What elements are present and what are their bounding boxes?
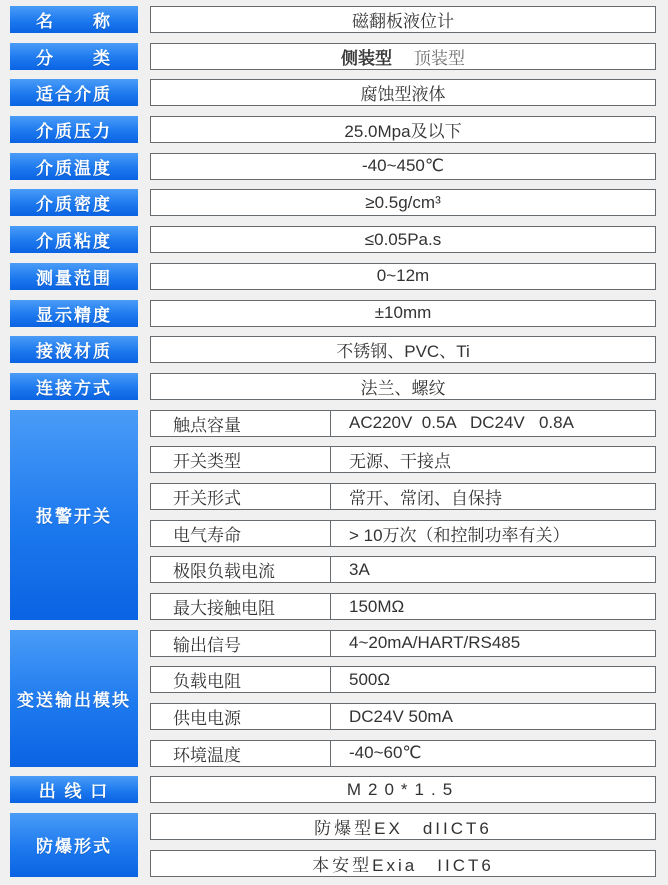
row-value-medium-pressure: 25.0Mpa及以下: [150, 116, 656, 143]
row-value-measuring-range: 0~12m: [150, 263, 656, 290]
subrow-label-switch-form: 开关形式: [151, 484, 331, 509]
subrow-label-load-resistance: 负载电阻: [151, 667, 331, 692]
spec-row-medium-temperature: [10, 153, 656, 180]
row-label-cable-outlet: 出 线 口: [10, 776, 138, 803]
transmitter-output-rows: [150, 630, 656, 767]
spec-row-cable-outlet: [10, 776, 656, 803]
alarm-switch-group: [10, 410, 656, 620]
spec-row-wetted-material: [10, 336, 656, 363]
subrow-label-output-signal: 输出信号: [151, 631, 331, 656]
subrow-value-max-contact-resistance: 150MΩ: [349, 596, 405, 616]
spec-row-display-accuracy: [10, 300, 656, 327]
explosion-proof-rows: [150, 813, 656, 877]
subrow-output-signal: [150, 630, 656, 657]
subrow-contact-capacity: [150, 410, 656, 437]
row-value-name: 磁翻板液位计: [150, 6, 656, 33]
subrow-label-switch-type: 开关类型: [151, 447, 331, 472]
row-label-measuring-range: 测量范围: [10, 263, 138, 290]
row-label-medium-pressure: 介质压力: [10, 116, 138, 143]
row-value-cable-outlet: M20*1.5: [150, 776, 656, 803]
subrow-value-contact-capacity: AC220V 0.5A DC24V 0.8A: [349, 413, 574, 433]
subrow-power-supply: [150, 703, 656, 730]
subrow-switch-form: [150, 483, 656, 510]
row-value-medium-density: ≥0.5g/cm³: [150, 189, 656, 216]
subrow-value-intrinsically-safe-exia: 本安型Exia IICT6: [312, 855, 494, 875]
subrow-label-ambient-temperature: 环境温度: [151, 741, 331, 766]
group-label-explosion-proof: 防爆形式: [10, 813, 138, 877]
classification-top-mounted: 顶装型: [414, 48, 465, 68]
alarm-switch-rows: [150, 410, 656, 620]
spec-row-medium-density: [10, 189, 656, 216]
subrow-value-load-resistance: 500Ω: [349, 669, 391, 689]
explosion-proof-group: [10, 813, 656, 877]
subrow-electrical-life: [150, 520, 656, 547]
row-value-classification: [150, 43, 656, 70]
subrow-value-explosion-proof-ex: 防爆型EX dIICT6: [314, 819, 492, 839]
spec-table: [10, 6, 656, 885]
subrow-value-switch-type: 无源、干接点: [349, 452, 451, 472]
row-label-name: 名 称: [10, 6, 138, 33]
row-label-classification: 分 类: [10, 43, 138, 70]
subrow-value-power-supply: DC24V 50mA: [349, 706, 453, 726]
transmitter-output-group: [10, 630, 656, 767]
subrow-load-resistance: [150, 666, 656, 693]
spec-row-name: [10, 6, 656, 33]
subrow-intrinsically-safe-exia: [150, 850, 656, 877]
subrow-explosion-proof-ex: [150, 813, 656, 840]
row-value-connection-type: 法兰、螺纹: [150, 373, 656, 400]
row-value-suitable-medium: 腐蚀型液体: [150, 79, 656, 106]
subrow-switch-type: [150, 446, 656, 473]
subrow-limit-load-current: [150, 556, 656, 583]
row-label-medium-density: 介质密度: [10, 189, 138, 216]
spec-row-connection-type: [10, 373, 656, 400]
subrow-label-power-supply: 供电电源: [151, 704, 331, 729]
row-value-medium-viscosity: ≤0.05Pa.s: [150, 226, 656, 253]
row-label-wetted-material: 接液材质: [10, 336, 138, 363]
spec-row-medium-viscosity: [10, 226, 656, 253]
row-label-medium-temperature: 介质温度: [10, 153, 138, 180]
group-label-transmitter-output: 变送输出模块: [10, 630, 138, 767]
spec-row-medium-pressure: [10, 116, 656, 143]
row-value-wetted-material: 不锈钢、PVC、Ti: [150, 336, 656, 363]
row-value-medium-temperature: -40~450℃: [150, 153, 656, 180]
subrow-value-ambient-temperature: -40~60℃: [349, 743, 422, 763]
row-label-medium-viscosity: 介质粘度: [10, 226, 138, 253]
subrow-label-electrical-life: 电气寿命: [151, 521, 331, 546]
group-label-alarm-switch: 报警开关: [10, 410, 138, 620]
subrow-value-output-signal: 4~20mA/HART/RS485: [349, 633, 521, 653]
subrow-max-contact-resistance: [150, 593, 656, 620]
subrow-value-switch-form: 常开、常闭、自保持: [349, 488, 502, 508]
row-label-display-accuracy: 显示精度: [10, 300, 138, 327]
subrow-label-max-contact-resistance: 最大接触电阻: [151, 594, 331, 619]
spec-row-suitable-medium: [10, 79, 656, 106]
subrow-ambient-temperature: [150, 740, 656, 767]
spec-row-classification: [10, 43, 656, 70]
subrow-value-limit-load-current: 3A: [349, 559, 370, 579]
subrow-label-limit-load-current: 极限负载电流: [151, 557, 331, 582]
row-value-display-accuracy: ±10mm: [150, 300, 656, 327]
subrow-value-electrical-life: > 10万次（和控制功率有关）: [349, 525, 570, 545]
subrow-label-contact-capacity: 触点容量: [151, 411, 331, 436]
spec-row-measuring-range: [10, 263, 656, 290]
classification-side-mounted: 侧装型: [341, 48, 392, 68]
row-label-suitable-medium: 适合介质: [10, 79, 138, 106]
row-label-connection-type: 连接方式: [10, 373, 138, 400]
